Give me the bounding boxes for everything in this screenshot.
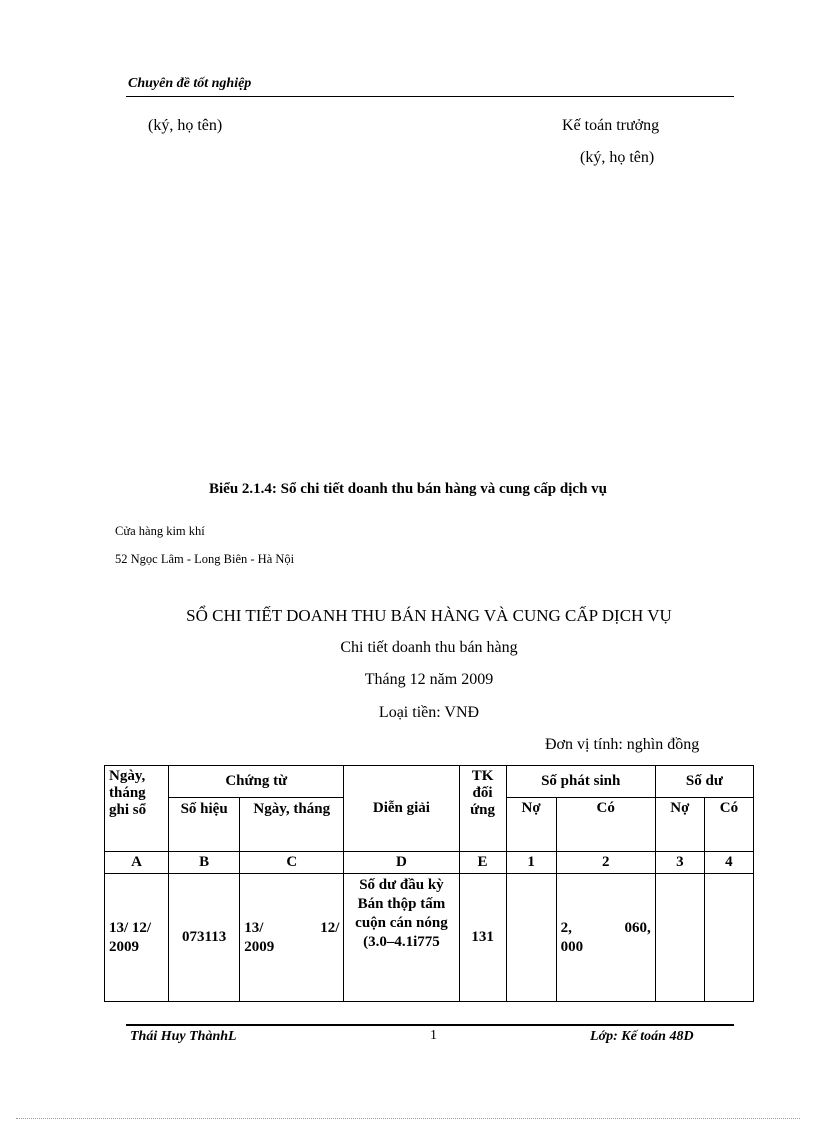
footer-rule [126, 1024, 734, 1026]
report-unit: Đơn vị tính: nghìn đồng [545, 736, 700, 753]
company-address: 52 Ngọc Lâm - Long Biên - Hà Nội [115, 552, 295, 566]
header-voucher: Chứng từ [169, 766, 344, 798]
row-credit-part-2: 060, [624, 919, 651, 936]
code-cell: C [240, 852, 344, 874]
document-header-title: Chuyên đề tốt nghiệp [128, 76, 252, 91]
code-cell: A [105, 852, 169, 874]
row-credit-part-3: 000 [560, 938, 584, 955]
header-date-recorded: Ngày, tháng ghi sổ [105, 766, 169, 852]
header-voucher-date: Ngày, tháng [240, 798, 344, 852]
row-balance-debit [655, 874, 704, 1002]
row-description-opening: Số dư đầu kỳ [359, 877, 444, 893]
row-voucher-date [240, 874, 344, 1002]
row-date-recorded: 13/ 12/ 2009 [105, 874, 169, 1002]
row-credit [556, 874, 655, 1002]
row-description [344, 874, 459, 1002]
revenue-ledger-table [104, 765, 754, 1002]
header-balance-credit: Có [704, 798, 753, 852]
footer-class: Lớp: Kế toán 48D [590, 1029, 694, 1044]
code-cell: 2 [556, 852, 655, 874]
header-account: TK đối ứng [459, 766, 506, 852]
row-voucher-date-month: 12/ [320, 919, 340, 936]
code-cell: D [344, 852, 459, 874]
header-balance-debit: Nợ [655, 798, 704, 852]
right-signature-note: (ký, họ tên) [580, 149, 655, 166]
code-cell: 4 [704, 852, 753, 874]
header-rule [126, 96, 734, 97]
footer-author: Thái Huy ThànhL [130, 1029, 237, 1044]
row-account: 131 [459, 874, 506, 1002]
company-name: Cửa hàng kim khí [115, 524, 205, 538]
row-voucher-date-day: 13/ [244, 919, 264, 936]
footer-page-number: 1 [430, 1028, 437, 1043]
table-row [105, 874, 754, 1002]
report-title: SỔ CHI TIẾT DOANH THU BÁN HÀNG VÀ CUNG CẤP DỊCH VỤ [186, 606, 672, 625]
header-description: Diễn giải [344, 766, 459, 852]
table-caption: Biểu 2.1.4: Sổ chi tiết doanh thu bán hàng và cung cấp dịch vụ [208, 481, 607, 497]
report-subtitle: Chi tiết doanh thu bán hàng [340, 639, 518, 656]
row-voucher-no: 073113 [169, 874, 240, 1002]
code-cell: E [459, 852, 506, 874]
row-debit [506, 874, 556, 1002]
code-cell: 1 [506, 852, 556, 874]
code-cell: B [169, 852, 240, 874]
header-credit: Có [556, 798, 655, 852]
row-voucher-date-year: 2009 [244, 938, 275, 955]
row-credit-part-1: 2, [560, 919, 572, 936]
header-voucher-no: Số hiệu [169, 798, 240, 852]
report-currency: Loại tiền: VNĐ [378, 704, 480, 721]
row-description-text: Bán thộp tấm cuộn cán nóng (3.0–4.1i775 [355, 896, 448, 950]
left-signature-note: (ký, họ tên) [148, 117, 223, 134]
code-cell: 3 [655, 852, 704, 874]
page-bottom-dotted-line [16, 1118, 800, 1119]
header-arising: Số phát sinh [506, 766, 655, 798]
report-period: Tháng 12 năm 2009 [364, 671, 494, 688]
chief-accountant-label: Kế toán trưởng [562, 117, 660, 134]
row-balance-credit [704, 874, 753, 1002]
header-debit: Nợ [506, 798, 556, 852]
header-balance: Số dư [655, 766, 753, 798]
